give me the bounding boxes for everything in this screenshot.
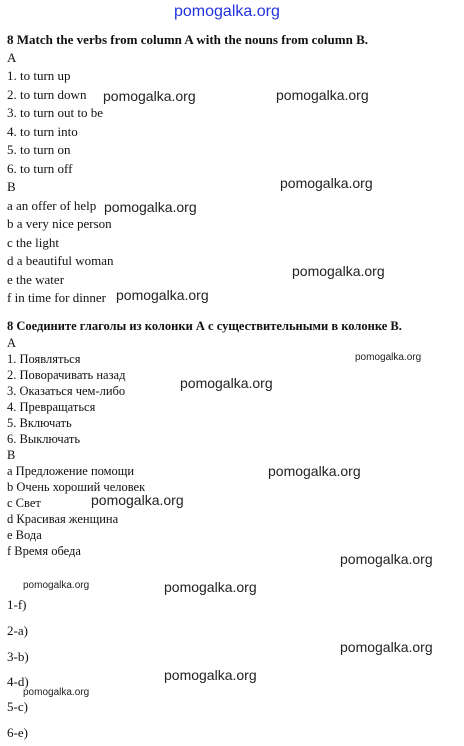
russian-col-b-item: e Вода (7, 528, 42, 542)
english-col-a-item: 1. to turn up (7, 68, 71, 83)
watermark: pomogalka.org (164, 667, 257, 683)
watermark: pomogalka.org (23, 687, 90, 698)
watermark: pomogalka.org (23, 580, 90, 591)
english-heading: 8 Match the verbs from column A with the nouns from column B. (7, 32, 368, 47)
russian-col-a-item: 6. Выключать (7, 432, 81, 446)
english-col-b-label: B (7, 179, 16, 194)
english-col-b-item: f in time for dinner (7, 290, 106, 305)
watermark: pomogalka.org (104, 199, 197, 215)
watermark: pomogalka.org (276, 87, 369, 103)
answer-item: 5-c) (7, 699, 28, 714)
russian-col-b-label: В (7, 448, 16, 462)
russian-col-b-item: a Предложение помощи (7, 464, 135, 478)
english-col-b-item: d a beautiful woman (7, 253, 114, 268)
russian-col-a-item: 4. Превращаться (7, 400, 96, 414)
english-col-a-item: 3. to turn out to be (7, 105, 104, 120)
russian-col-a-item: 1. Появляться (7, 352, 81, 366)
english-col-a-item: 2. to turn down (7, 87, 87, 102)
russian-col-b-item: f Время обеда (7, 544, 81, 558)
russian-col-b-item: c Свет (7, 496, 41, 510)
answer-item: 1-f) (7, 597, 27, 612)
russian-col-a-item: 2. Поворачивать назад (7, 368, 126, 382)
watermark: pomogalka.org (103, 88, 196, 104)
english-col-b-item: c the light (7, 235, 59, 250)
english-col-a-item: 5. to turn on (7, 142, 71, 157)
watermark: pomogalka.org (116, 287, 209, 303)
answer-item: 4-d) (7, 674, 29, 689)
english-col-b-item: b a very nice person (7, 216, 112, 231)
answer-item: 6-e) (7, 725, 28, 740)
site-logo[interactable]: pomogalka.org (174, 3, 280, 20)
watermark: pomogalka.org (91, 492, 184, 508)
watermark: pomogalka.org (164, 579, 257, 595)
watermark: pomogalka.org (292, 263, 385, 279)
english-col-b-item: e the water (7, 272, 65, 287)
russian-col-a-item: 5. Включать (7, 416, 72, 430)
english-col-a-item: 4. to turn into (7, 124, 78, 139)
watermark: pomogalka.org (280, 175, 373, 191)
russian-heading: 8 Соедините глаголы из колонки А с существительными в колонке В. (7, 319, 402, 333)
russian-col-a-item: 3. Оказаться чем-либо (7, 384, 126, 398)
english-col-a-label: A (7, 50, 17, 65)
english-col-a-item: 6. to turn off (7, 161, 73, 176)
watermark: pomogalka.org (268, 463, 361, 479)
watermark: pomogalka.org (180, 375, 273, 391)
watermark: pomogalka.org (340, 551, 433, 567)
english-col-b-item: a an offer of help (7, 198, 97, 213)
watermark: pomogalka.org (355, 352, 422, 363)
russian-col-a-label: А (7, 336, 17, 350)
watermark: pomogalka.org (340, 639, 433, 655)
russian-col-b-item: b Очень хороший человек (7, 480, 146, 494)
answer-item: 3-b) (7, 649, 29, 664)
russian-col-b-item: d Красивая женщина (7, 512, 119, 526)
answer-item: 2-a) (7, 623, 28, 638)
